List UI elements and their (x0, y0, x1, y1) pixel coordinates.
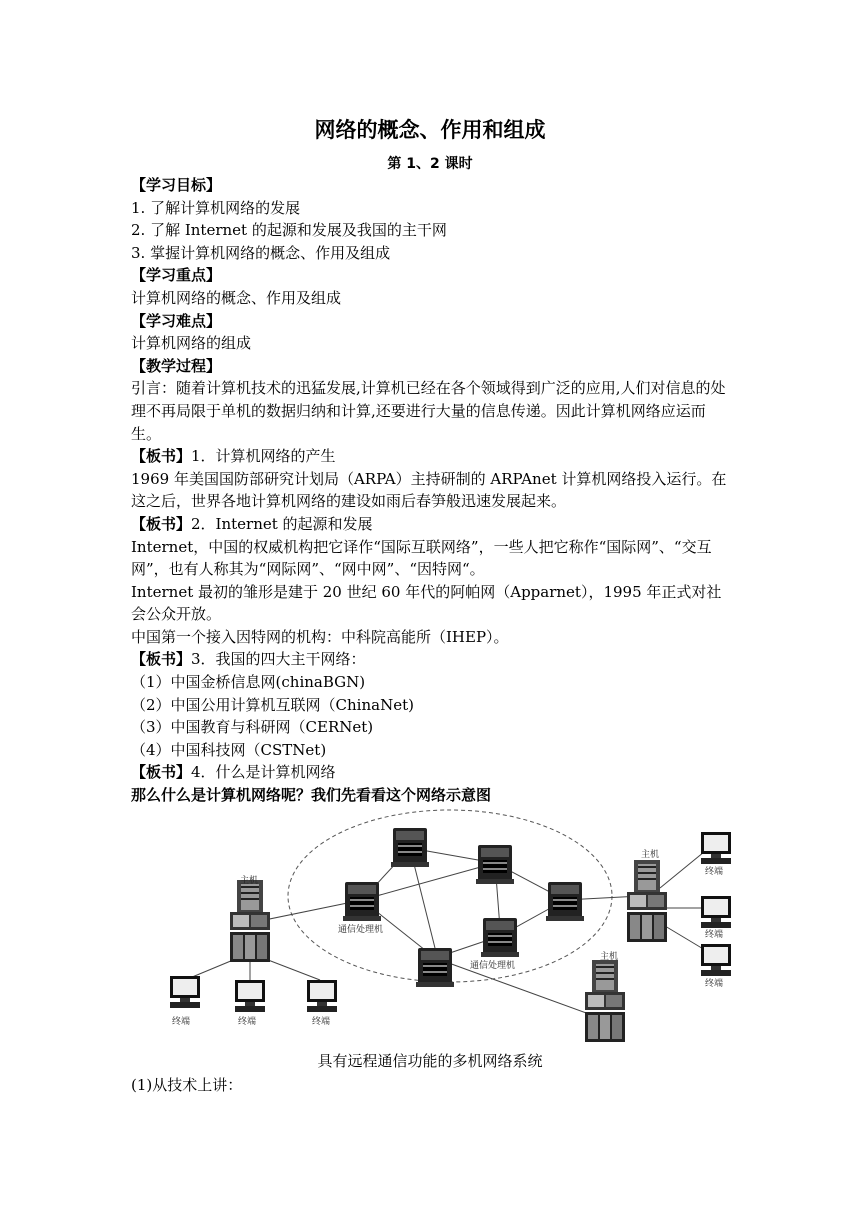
document-body (131, 174, 731, 807)
board-tag: 【板书】 (131, 447, 192, 466)
difficulties-text: 计算机网络的组成 (131, 334, 252, 353)
host-label: 主机 (240, 876, 259, 886)
backbone-1: （1）中国金桥信息网(chinaBGN) (131, 673, 366, 692)
host-bottom (585, 960, 625, 1042)
board-tag: 【板书】 (131, 650, 192, 669)
host-left (230, 880, 270, 962)
backbone-4: （4）中国科技网（CSTNet) (131, 740, 327, 759)
terminal-right-3 (701, 944, 731, 976)
objective-3: 3. 掌握计算机网络的概念、作用及组成 (131, 243, 391, 262)
terminal-right-2 (701, 896, 731, 928)
board-tag: 【板书】 (131, 763, 192, 782)
board-tag: 【板书】 (131, 514, 192, 533)
board-item-1: 【板书】1．计算机网络的产生 (131, 447, 336, 466)
terminal-left-1 (170, 976, 200, 1008)
terminal-left-2 (235, 980, 265, 1012)
heading-difficulties: 【学习难点】 (131, 311, 222, 330)
board-item-3: 【板书】3．我国的四大主干网络： (131, 650, 366, 669)
terminal-label: 终端 (705, 867, 724, 877)
internet-names-paragraph: Internet，中国的权威机构把它译作“国际互联网络”，一些人把它称作“国际网”、“交互网”，也有人称其为“网际网”、“网中网”、“因特网“。 (131, 537, 712, 579)
router-bottom (416, 948, 454, 987)
host-label: 主机 (641, 850, 660, 860)
technical-definition-heading: (1)从技术上讲： (131, 1076, 243, 1094)
lesson-period: 第 1、2 课时 (387, 156, 473, 172)
board-item-4: 【板书】4．什么是计算机网络 (131, 763, 336, 782)
processor-label: 通信处理机 (470, 961, 516, 971)
router-lower-center (481, 918, 519, 957)
key-points-text: 计算机网络的概念、作用及组成 (131, 288, 342, 307)
heading-key-points: 【学习重点】 (131, 266, 222, 285)
terminal-label: 终端 (705, 979, 724, 989)
backbone-2: （2）中国公用计算机互联网（ChinaNet) (131, 695, 414, 714)
heading-process: 【教学过程】 (131, 356, 222, 375)
terminal-label: 终端 (172, 1017, 191, 1027)
host-label: 主机 (600, 952, 619, 962)
page-title: 网络的概念、作用和组成 (314, 118, 546, 142)
objective-2: 2. 了解 Internet 的起源和发展及我国的主干网 (131, 221, 447, 240)
router-center (476, 845, 514, 884)
router-left (343, 882, 381, 921)
internet-origin-paragraph: Internet 最初的雏形是建于 20 世纪 60 年代的阿帕网（Apparnet），1995 年正式对社会公众开放。 (131, 582, 722, 624)
diagram-caption: 具有远程通信功能的多机网络系统 (317, 1052, 543, 1070)
network-diagram (160, 808, 740, 1048)
diagram-lead-in: 那么什么是计算机网络呢？我们先看看这个网络示意图 (131, 786, 492, 805)
terminal-left-3 (307, 980, 337, 1012)
heading-objectives: 【学习目标】 (131, 176, 222, 194)
china-first-paragraph: 中国第一个接入因特网的机构：中科院高能所（IHEP）。 (131, 627, 509, 646)
backbone-3: （3）中国教育与科研网（CERNet) (131, 718, 374, 737)
router-top (391, 828, 429, 867)
board-item-2: 【板书】2．Internet 的起源和发展 (131, 514, 373, 533)
arpanet-paragraph: 1969 年美国国防部研究计划局（ARPA）主持研制的 ARPAnet 计算机网络投入运行。在这之后，世界各地计算机网络的建设如雨后春笋般迅速发展起来。 (131, 469, 727, 511)
terminal-label: 终端 (312, 1017, 331, 1027)
terminal-right-1 (701, 832, 731, 864)
processor-label: 通信处理机 (338, 925, 384, 935)
objective-1: 1. 了解计算机网络的发展 (131, 198, 301, 217)
router-right (546, 882, 584, 921)
host-right (627, 860, 667, 942)
terminal-label: 终端 (238, 1017, 257, 1027)
terminal-label: 终端 (705, 930, 724, 940)
intro-paragraph: 引言：随着计算机技术的迅猛发展,计算机已经在各个领域得到广泛的应用,人们对信息的处理不再局限于单机的数据归纳和计算,还要进行大量的信息传递。因此计算机网络应运而生。 (131, 379, 726, 443)
